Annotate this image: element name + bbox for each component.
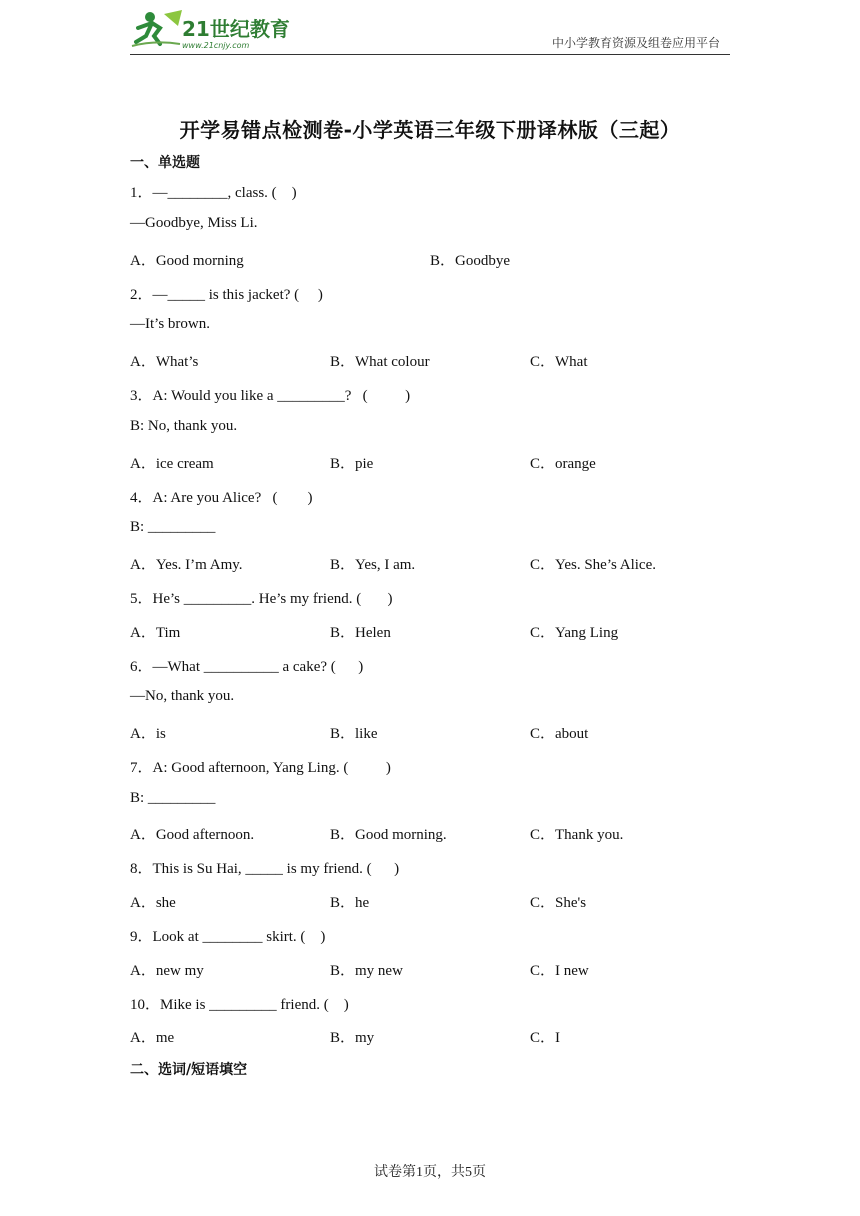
site-name: 中小学教育资源及组卷应用平台: [551, 36, 720, 50]
option-c[interactable]: C．She's: [530, 895, 587, 911]
option-a[interactable]: A．Good morning: [130, 253, 244, 269]
question-dialogue: B: No, thank you.: [130, 418, 238, 434]
section-heading: 一、单选题: [130, 155, 200, 171]
question-stem: 3．A: Would you like a _________? ( ): [130, 388, 411, 404]
question-dialogue: B: _________: [130, 519, 216, 535]
option-b[interactable]: B．he: [330, 895, 370, 911]
question-stem: 6．—What __________ a cake? ( ): [130, 659, 364, 675]
option-b[interactable]: B．pie: [330, 456, 374, 472]
option-c[interactable]: C．I new: [530, 963, 589, 979]
option-b[interactable]: B．Helen: [330, 625, 391, 641]
page-header: [130, 6, 730, 55]
option-b[interactable]: B．my: [330, 1030, 375, 1046]
runner-icon: [132, 10, 182, 46]
option-a[interactable]: A．What’s: [130, 354, 199, 370]
question-stem: 4．A: Are you Alice? ( ): [130, 490, 313, 506]
question-stem: 1．—________, class. ( ): [130, 185, 297, 201]
option-c[interactable]: C．Thank you.: [530, 827, 624, 843]
question-stem: 8．This is Su Hai, _____ is my friend. ( ): [130, 861, 400, 877]
question-dialogue: —It’s brown.: [130, 316, 210, 332]
option-a[interactable]: A．me: [130, 1030, 175, 1046]
question-stem: 2．—_____ is this jacket? ( ): [130, 287, 323, 303]
logo-text: 21世纪教育: [182, 17, 290, 41]
option-c[interactable]: C．What: [530, 354, 588, 370]
option-a[interactable]: A．she: [130, 895, 176, 911]
option-c[interactable]: C．orange: [530, 456, 596, 472]
option-a[interactable]: A．Yes. I’m Amy.: [130, 557, 243, 573]
option-b[interactable]: B．Good morning.: [330, 827, 447, 843]
option-a[interactable]: A．Tim: [130, 625, 181, 641]
option-b[interactable]: B．my new: [330, 963, 403, 979]
question-dialogue: B: _________: [130, 790, 216, 806]
option-c[interactable]: C．about: [530, 726, 589, 742]
option-c[interactable]: C．Yes. She’s Alice.: [530, 557, 656, 573]
page-title: 开学易错点检测卷-小学英语三年级下册译林版（三起）: [179, 118, 681, 142]
option-a[interactable]: A．is: [130, 726, 166, 742]
option-a[interactable]: A．new my: [130, 963, 204, 979]
question-stem: 9．Look at ________ skirt. ( ): [130, 929, 326, 945]
page-footer: 试卷第1页，共5页: [374, 1165, 486, 1180]
question-stem: 7．A: Good afternoon, Yang Ling. ( ): [130, 760, 391, 776]
site-logo: [130, 6, 300, 52]
section-heading: 二、选词/短语填空: [130, 1062, 248, 1078]
question-dialogue: —No, thank you.: [130, 688, 235, 704]
option-c[interactable]: C．I: [530, 1030, 561, 1046]
question-stem: 5．He’s _________. He’s my friend. ( ): [130, 591, 393, 607]
option-c[interactable]: C．Yang Ling: [530, 625, 619, 641]
option-b[interactable]: B．Goodbye: [430, 253, 510, 269]
option-b[interactable]: B．Yes, I am.: [330, 557, 416, 573]
question-stem: 10．Mike is _________ friend. ( ): [130, 997, 349, 1013]
option-a[interactable]: A．Good afternoon.: [130, 827, 255, 843]
option-b[interactable]: B．like: [330, 726, 378, 742]
option-a[interactable]: A．ice cream: [130, 456, 214, 472]
option-b[interactable]: B．What colour: [330, 354, 430, 370]
logo-url: www.21cnjy.com: [182, 41, 250, 50]
question-dialogue: —Goodbye, Miss Li.: [130, 215, 258, 231]
